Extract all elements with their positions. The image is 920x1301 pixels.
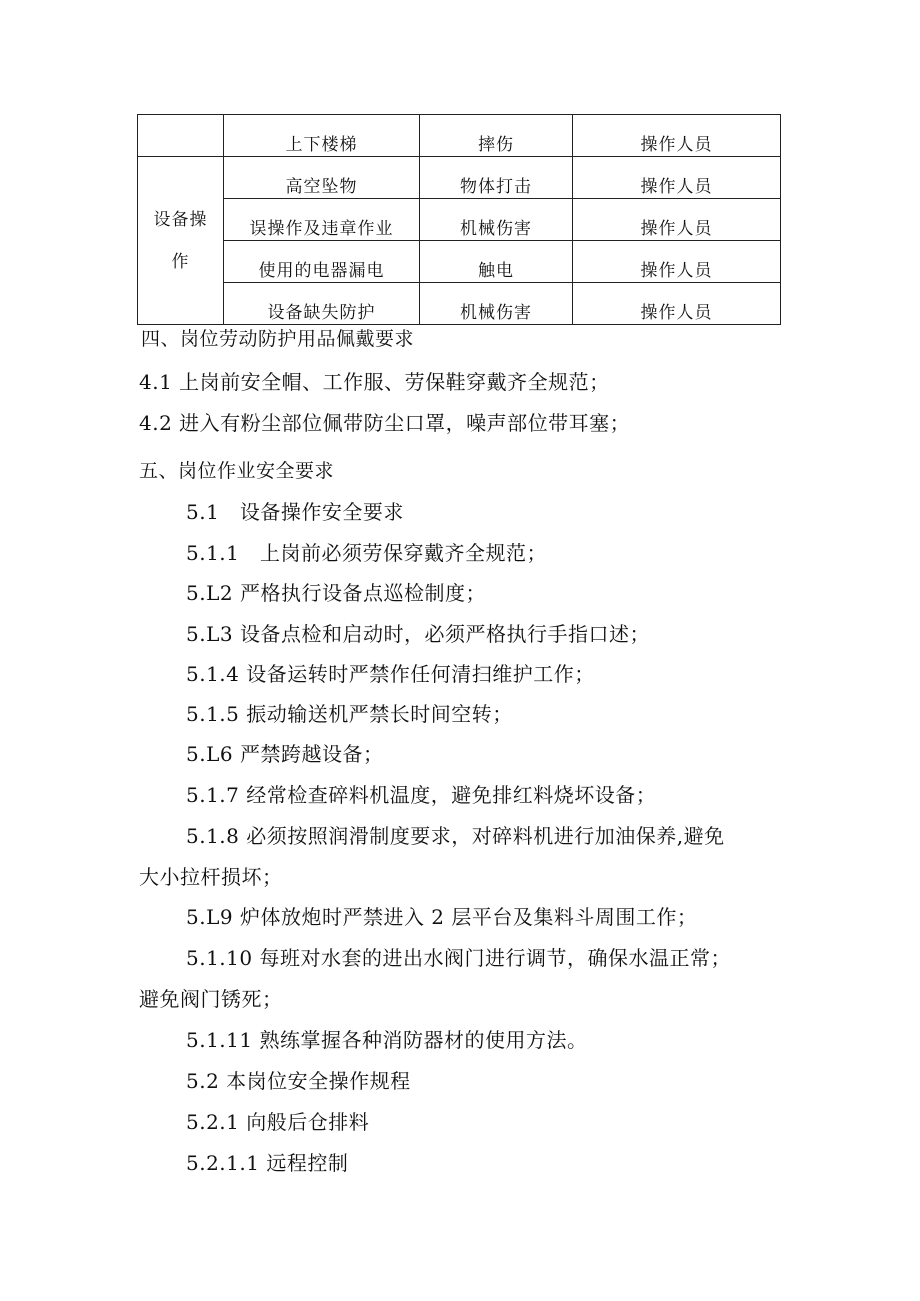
activity-cell: 高空坠物 [224,157,420,199]
activity-cell: 上下楼梯 [224,115,420,157]
item-5-1-8-cont: 大小拉杆损坏； [139,865,283,889]
person-cell: 操作人员 [573,157,781,199]
table-row [138,241,781,283]
item-5-1-10: 5.1.10 每班对水套的进出水阀门进行调节，确保水温正常； [186,946,731,970]
item-4-1: 4.1 上岗前安全帽、工作服、劳保鞋穿戴齐全规范； [139,370,610,394]
item-5-1-3: 5.L3 设备点检和启动时，必须严格执行手指口述； [186,622,650,646]
person-cell: 操作人员 [573,283,781,325]
group-label: 设备操作 [153,209,208,272]
item-5-1-10-cont: 避免阀门锈死； [139,987,283,1011]
subsection-5-1: 5.1 设备操作安全要求 [186,500,404,524]
item-5-1-7: 5.1.7 经常检查碎料机温度，避免排红料烧坏设备； [186,783,657,807]
table-row [138,283,781,325]
group-label-cell [138,157,224,325]
hazard-cell: 物体打击 [420,157,573,199]
item-4-2: 4.2 进入有粉尘部位佩带防尘口罩，噪声部位带耳塞； [139,411,631,435]
item-5-1-5: 5.1.5 振动输送机严禁长时间空转； [186,702,513,726]
item-5-1-11: 5.1.11 熟练掌握各种消防器材的使用方法。 [186,1028,588,1052]
activity-cell: 误操作及违章作业 [224,199,420,241]
subsection-5-2: 5.2 本岗位安全操作规程 [186,1069,411,1093]
table-row [138,115,781,157]
item-5-1-6: 5.L6 严禁跨越设备； [186,742,384,766]
table-row [138,199,781,241]
hazard-cell: 机械伤害 [420,283,573,325]
person-cell: 操作人员 [573,115,781,157]
item-5-1-1: 5.1.1 上岗前必须劳保穿戴齐全规范； [186,541,547,565]
item-5-1-9: 5.L9 炉体放炮时严禁进入 2 层平台及集料斗周围工作； [186,905,698,929]
hazard-cell: 机械伤害 [420,199,573,241]
item-5-2-1-1: 5.2.1.1 远程控制 [186,1151,349,1175]
activity-cell: 设备缺失防护 [224,283,420,325]
item-5-1-4: 5.1.4 设备运转时严禁作任何清扫维护工作； [186,662,595,686]
hazard-table [137,114,781,325]
person-cell: 操作人员 [573,199,781,241]
person-cell: 操作人员 [573,241,781,283]
hazard-cell: 触电 [420,241,573,283]
item-5-1-2: 5.L2 严格执行设备点巡检制度； [186,581,486,605]
item-5-1-8: 5.1.8 必须按照润滑制度要求，对碎料机进行加油保养,避免 [186,824,725,848]
item-5-2-1: 5.2.1 向般后仓排料 [186,1110,370,1134]
table-cell-empty [138,115,224,157]
section-4-heading: 四、岗位劳动防护用品佩戴要求 [141,328,415,350]
hazard-cell: 摔伤 [420,115,573,157]
section-5-heading: 五、岗位作业安全要求 [139,460,335,482]
activity-cell: 使用的电器漏电 [224,241,420,283]
table-row [138,157,781,199]
